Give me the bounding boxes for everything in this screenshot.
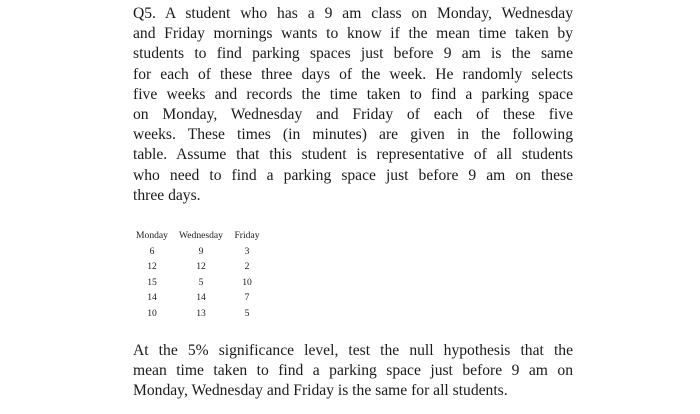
- table-cell: 10: [242, 276, 252, 288]
- table-cell: 15: [147, 276, 157, 288]
- conclusion-line: mean time taken to find a parking space just before 9 am on: [133, 362, 573, 380]
- table-row: [131, 244, 265, 260]
- table-cell: 14: [196, 292, 206, 303]
- table-cell: 5: [198, 276, 204, 288]
- question-line: and Friday mornings wants to know if the mean time taken by: [133, 25, 573, 43]
- question-line: on Monday, Wednesday and Friday of each of these five: [133, 106, 573, 124]
- question-text: [133, 4, 573, 206]
- table-row: [131, 306, 265, 322]
- question-line: weeks. These times (in minutes) are given in the following: [133, 126, 573, 144]
- question-line: students to find parking spaces just before 9 am is the same: [133, 45, 573, 63]
- header-friday: Friday: [234, 230, 260, 241]
- conclusion-text: [133, 341, 573, 402]
- header-wednesday: Wednesday: [179, 230, 223, 241]
- table-cell: 12: [196, 261, 206, 272]
- table-cell: 6: [149, 245, 155, 257]
- table-header-row: [131, 228, 265, 244]
- table-cell: 13: [196, 307, 206, 319]
- table-cell: 3: [244, 245, 250, 257]
- table-row: [131, 259, 265, 275]
- table-cell: 2: [244, 261, 250, 272]
- question-line: table. Assume that this student is representative of all students: [133, 146, 573, 164]
- conclusion-line: Monday, Wednesday and Friday is the same for all students.: [133, 382, 508, 400]
- table-row: [131, 290, 265, 306]
- table-row: [131, 275, 265, 291]
- question-line: who need to find a parking space just before 9 am on these: [133, 166, 573, 184]
- table-cell: 7: [244, 292, 250, 303]
- table-cell: 10: [147, 307, 157, 319]
- table-cell: 5: [244, 307, 250, 319]
- question-line: for each of these three days of the week. He randomly selects: [133, 65, 573, 83]
- table-cell: 14: [147, 292, 157, 303]
- parking-times-table: [131, 228, 265, 321]
- table-cell: 9: [198, 245, 204, 257]
- header-monday: Monday: [136, 230, 168, 241]
- table-cell: 12: [147, 261, 157, 272]
- question-line: five weeks and records the time taken to find a parking space: [133, 85, 573, 103]
- question-line: three days.: [133, 186, 201, 204]
- question-line: Q5. A student who has a 9 am class on Monday, Wednesday: [133, 5, 573, 22]
- conclusion-line: At the 5% significance level, test the null hypothesis that the: [133, 342, 573, 359]
